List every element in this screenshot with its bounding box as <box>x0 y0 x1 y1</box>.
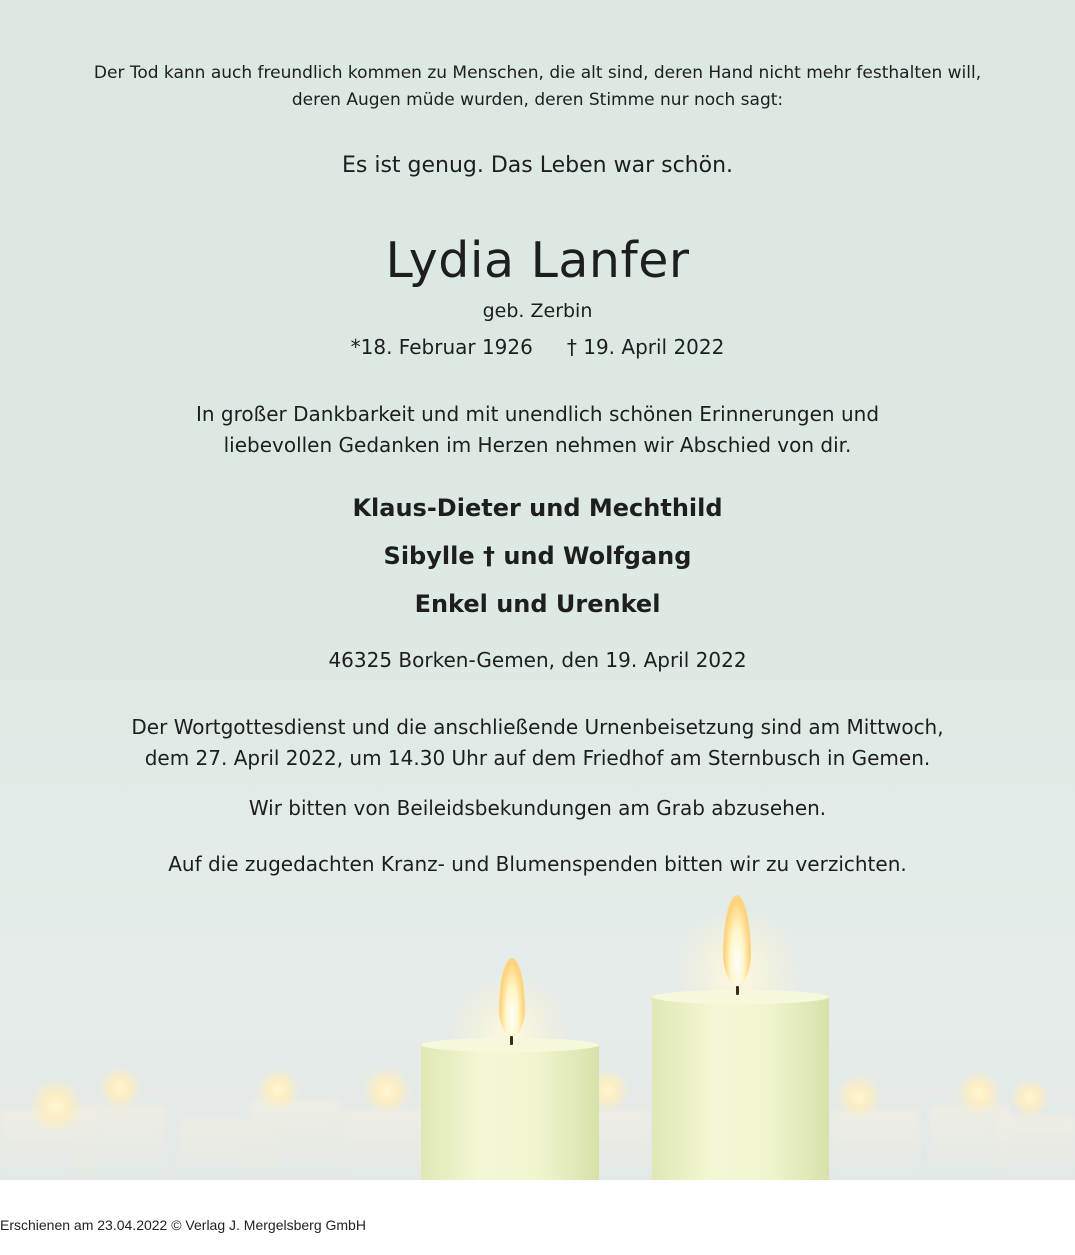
place-and-date: 46325 Borken-Gemen, den 19. April 2022 <box>328 648 747 672</box>
service-line-2: dem 27. April 2022, um 14.30 Uhr auf dem Friedhof am Sternbusch in Gemen. <box>144 746 931 770</box>
death-date: † 19. April 2022 <box>566 335 725 359</box>
poem-line-2: deren Augen müde wurden, deren Stimme nur noch sagt: <box>291 90 784 110</box>
mourners-list <box>0 484 1075 628</box>
opening-poem <box>0 60 1075 114</box>
mourner-2: Sibylle † und Wolfgang <box>383 542 692 570</box>
flowers-note: Auf die zugedachten Kranz- und Blumenspenden bitten wir zu verzichten. <box>168 852 907 876</box>
deceased-name: Lydia Lanfer <box>385 232 690 289</box>
farewell-text <box>0 399 1075 461</box>
publication-footer: Erschienen am 23.04.2022 © Verlag J. Mergelsberg GmbH <box>0 1217 366 1233</box>
service-info <box>0 712 1075 774</box>
poem-line-1: Der Tod kann auch freundlich kommen zu Menschen, die alt sind, deren Hand nicht mehr festhalten will, <box>93 63 982 83</box>
service-line-1: Der Wortgottesdienst und die anschließende Urnenbeisetzung sind am Mittwoch, <box>131 715 944 739</box>
farewell-line-1: In großer Dankbarkeit und mit unendlich schönen Erinnerungen und <box>195 402 880 426</box>
mourner-1: Klaus-Dieter und Mechthild <box>352 494 723 522</box>
mourner-3: Enkel und Urenkel <box>414 590 661 618</box>
farewell-line-2: liebevollen Gedanken im Herzen nehmen wir Abschied von dir. <box>223 433 852 457</box>
birth-name: geb. Zerbin <box>482 300 593 322</box>
closing-quote: Es ist genug. Das Leben war schön. <box>341 153 733 178</box>
condolences-note: Wir bitten von Beileidsbekundungen am Grab abzusehen. <box>248 796 827 820</box>
life-dates <box>0 335 1075 359</box>
birth-date: *18. Februar 1926 <box>350 335 533 359</box>
